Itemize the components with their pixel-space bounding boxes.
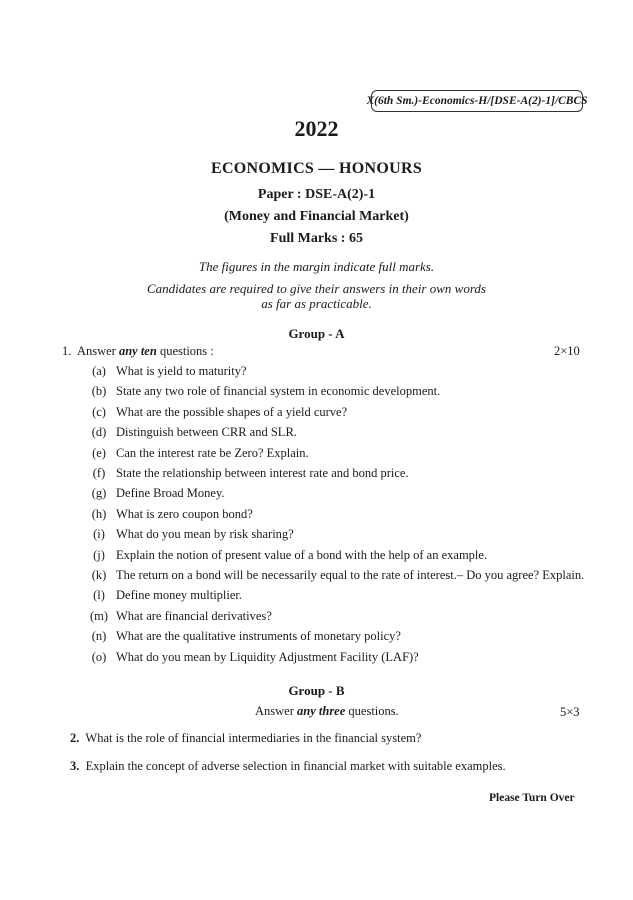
- item-label: (i): [93, 527, 105, 542]
- item-label: (d): [91, 425, 107, 440]
- item-text: What are financial derivatives?: [116, 608, 272, 623]
- question-1-item: [84, 629, 401, 644]
- group-b-emphasis: any three: [297, 704, 346, 718]
- question-1-item: [84, 446, 309, 461]
- question-1-item: [84, 507, 253, 522]
- instruction-own-words: Candidates are required to give their answers in their own words: [147, 281, 486, 296]
- question-suffix: questions :: [156, 344, 214, 358]
- question-1-item: [84, 650, 419, 665]
- item-text: What is yield to maturity?: [116, 364, 247, 378]
- item-label: (m): [89, 608, 109, 623]
- instruction-practicable: as far as practicable.: [261, 296, 372, 311]
- item-text: What is zero coupon bond?: [116, 506, 253, 521]
- question-1-item: [84, 486, 225, 501]
- item-label: (o): [91, 649, 107, 664]
- group-b-suffix: questions.: [345, 704, 399, 718]
- group-b-instruction: [255, 704, 399, 719]
- item-text: What do you mean by risk sharing?: [116, 527, 294, 542]
- question-text: Explain the concept of adverse selection in financial market with suitable examples.: [85, 759, 506, 773]
- item-text: What are the possible shapes of a yield curve?: [116, 404, 348, 419]
- item-text: Can the interest rate be Zero? Explain.: [116, 445, 309, 460]
- question-1-item: [84, 405, 347, 420]
- full-marks: Full Marks : 65: [270, 231, 363, 246]
- item-label: (h): [91, 506, 107, 521]
- please-turn-over: Please Turn Over: [489, 792, 575, 804]
- question-number: 1.: [62, 344, 72, 358]
- group-a-heading: Group - A: [288, 326, 345, 341]
- item-text: The return on a bond will be necessarily equal to the rate of interest.– Do you agree? Explain.: [116, 568, 585, 582]
- question-1-item: [84, 384, 440, 399]
- question-number: 3.: [70, 759, 80, 773]
- item-label: (c): [92, 404, 106, 419]
- group-b-prefix: Answer: [255, 704, 298, 718]
- paper-number: Paper : DSE-A(2)-1: [257, 187, 376, 202]
- item-text: Distinguish between CRR and SLR.: [116, 425, 297, 440]
- group-b-marks: 5×3: [560, 705, 580, 719]
- question-1-stem: [62, 344, 214, 359]
- item-label: (a): [92, 364, 106, 378]
- question-1-item: [84, 588, 242, 603]
- item-label: (g): [91, 486, 107, 501]
- item-label: (e): [92, 445, 106, 460]
- question-text: What is the role of financial intermediaries in the financial system?: [85, 731, 422, 745]
- item-text: What do you mean by Liquidity Adjustment Facility (LAF)?: [116, 649, 419, 664]
- question-1-item: [84, 568, 584, 583]
- question-1-item: [84, 425, 297, 440]
- item-text: Explain the notion of present value of a bond with the help of an example.: [116, 547, 488, 562]
- item-text: Define money multiplier.: [116, 588, 243, 603]
- question-3: [70, 759, 506, 774]
- question-1-item: [84, 527, 294, 542]
- question-2: [70, 731, 421, 746]
- question-1-item: [84, 364, 247, 379]
- question-1-item: [84, 548, 487, 563]
- instruction-margin-marks: The figures in the margin indicate full marks.: [198, 259, 435, 274]
- group-b-heading: Group - B: [288, 683, 345, 698]
- item-label: (b): [91, 384, 107, 399]
- item-label: (j): [93, 547, 105, 562]
- exam-year: 2022: [294, 116, 339, 141]
- question-1-marks: 2×10: [554, 344, 580, 358]
- item-text: Define Broad Money.: [116, 486, 225, 501]
- question-number: 2.: [70, 731, 80, 745]
- item-text: State the relationship between interest rate and bond price.: [116, 466, 409, 480]
- question-1-item: [84, 609, 272, 624]
- question-prefix: Answer: [76, 344, 119, 358]
- item-text: State any two role of financial system in economic development.: [116, 384, 441, 399]
- item-label: (k): [91, 568, 107, 582]
- question-emphasis: any ten: [118, 344, 157, 358]
- paper-code-box: X(6th Sm.)-Economics-H/[DSE-A(2)-1]/CBCS: [371, 90, 583, 112]
- item-label: (n): [91, 629, 107, 644]
- item-label: (f): [92, 466, 106, 480]
- question-1-item: [84, 466, 409, 481]
- subject-title: ECONOMICS — HONOURS: [210, 160, 423, 177]
- item-text: What are the qualitative instruments of monetary policy?: [116, 629, 401, 644]
- item-label: (l): [93, 588, 105, 603]
- paper-title: (Money and Financial Market): [224, 209, 409, 224]
